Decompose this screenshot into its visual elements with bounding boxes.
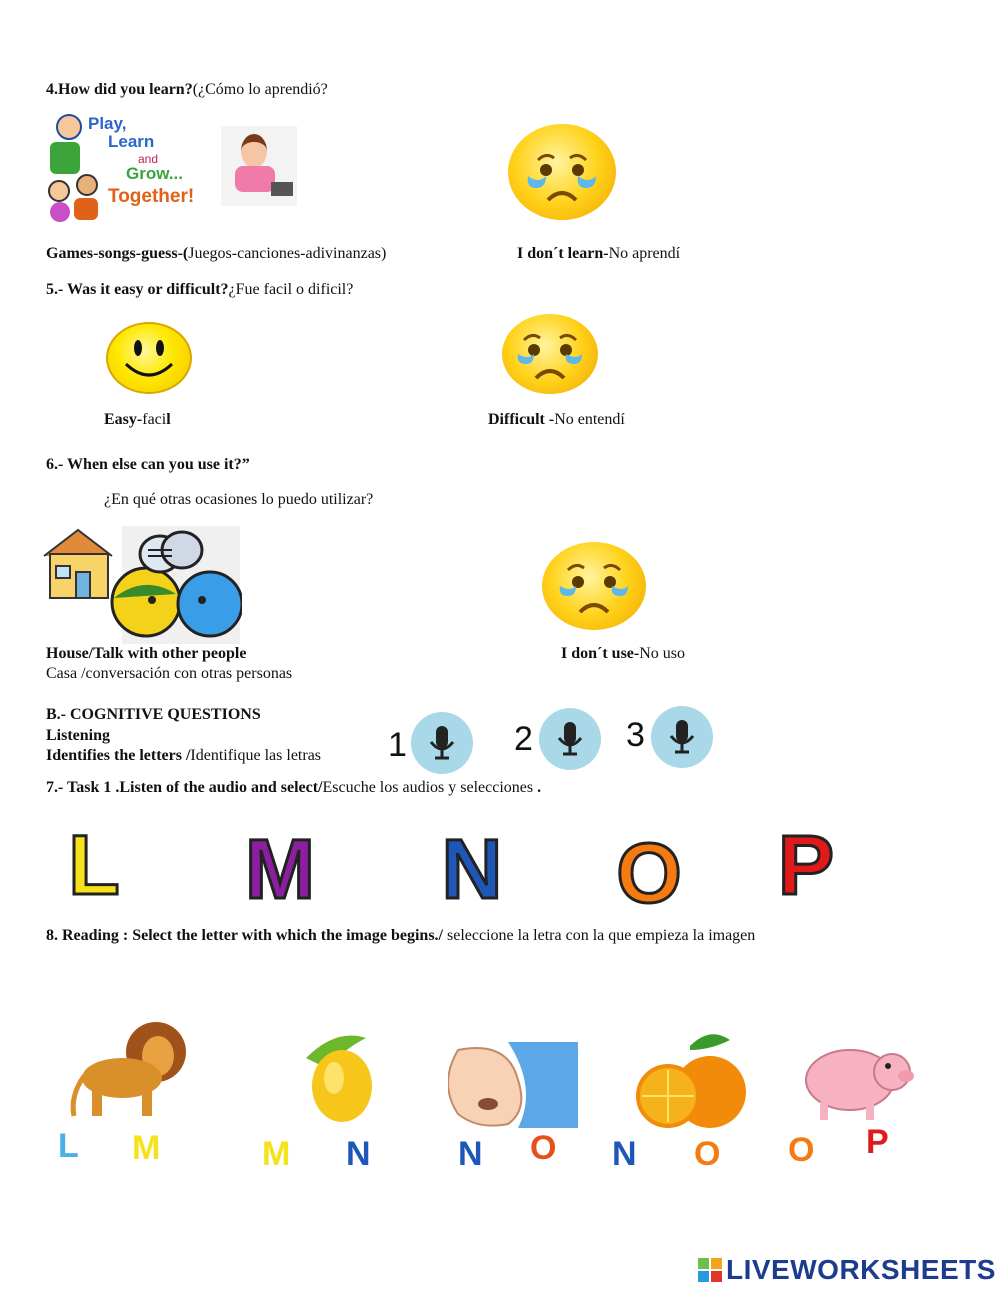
question-5: 5.- Was it easy or difficult?¿Fue facil o dificil?	[46, 281, 354, 298]
orange-image	[630, 1034, 754, 1130]
question-6-subtitle: ¿En qué otras ocasiones lo puedo utilizar?	[104, 491, 374, 508]
audio-number-3: 3	[626, 716, 645, 754]
letter-option-o[interactable]: O	[616, 826, 682, 920]
letter-option-m[interactable]: M	[245, 822, 315, 916]
play-learn-grow-image	[46, 112, 221, 227]
question-7: 7.- Task 1 .Listen of the audio and select/Escuche los audios y selecciones .	[46, 779, 542, 796]
crying-face-icon	[508, 124, 616, 220]
microphone-icon	[539, 708, 601, 770]
liveworksheets-logo-icon	[698, 1258, 722, 1282]
q5-option-difficult: Difficult -No entendí	[488, 411, 625, 428]
q6-option-house-talk-subtitle: Casa /conversación con otras personas	[46, 665, 293, 682]
audio-button-2[interactable]	[539, 708, 601, 770]
letter-option-l[interactable]: L	[68, 818, 120, 912]
reading-pig-option-o[interactable]: O	[788, 1131, 815, 1169]
reading-nose-option-o[interactable]: O	[530, 1129, 557, 1167]
question-8: 8. Reading : Select the letter with which the image begins./ seleccione la letra con la que empieza la imagen	[46, 927, 756, 944]
child-figure-icon	[50, 114, 84, 174]
q6-option-house-talk: House/Talk with other people	[46, 645, 247, 662]
crying-face-icon	[542, 542, 646, 630]
mango-image	[286, 1028, 386, 1124]
identifies-letters-label: Identifies the letters /Identifique las letras	[46, 747, 322, 764]
microphone-icon	[651, 706, 713, 768]
letter-option-n[interactable]: N	[441, 822, 503, 916]
lion-image	[66, 1016, 196, 1122]
reading-nose-option-n[interactable]: N	[458, 1135, 483, 1173]
letter-option-p[interactable]: P	[777, 818, 835, 912]
reading-orange-option-n[interactable]: N	[612, 1135, 637, 1173]
sad-face-icon	[502, 314, 598, 394]
reading-mango-option-n[interactable]: N	[346, 1135, 371, 1173]
q4-option-games: Games-songs-guess-(Juegos-canciones-adivinanzas)	[46, 245, 387, 262]
reading-lion-option-m[interactable]: M	[132, 1129, 161, 1167]
audio-number-1: 1	[388, 726, 407, 764]
audio-button-1[interactable]	[411, 712, 473, 774]
smiley-face-icon	[106, 322, 192, 394]
reading-pig-option-p[interactable]: P	[866, 1123, 889, 1161]
q5-option-easy: Easy-facil	[104, 411, 171, 428]
liveworksheets-brand: LIVEWORKSHEETS	[726, 1254, 996, 1285]
play-text: Play,	[88, 114, 127, 133]
listening-label: Listening	[46, 727, 111, 744]
section-b-title: B.- COGNITIVE QUESTIONS	[46, 706, 261, 723]
learn-text: Learn	[108, 132, 155, 151]
girl-student-image	[221, 126, 297, 206]
q4-option-dont-learn: I don´t learn-No aprendí	[517, 245, 681, 262]
pig-image	[796, 1036, 920, 1124]
microphone-icon	[411, 712, 473, 774]
and-text: and	[138, 152, 159, 166]
question-4: 4.How did you learn?(¿Cómo lo aprendió?	[46, 81, 328, 98]
reading-orange-option-o[interactable]: O	[694, 1135, 721, 1173]
reading-lion-option-l[interactable]: L	[58, 1127, 79, 1165]
house-talk-image	[42, 524, 242, 644]
grow-text: Grow...	[126, 164, 183, 183]
together-text: Together!	[108, 186, 195, 207]
question-6: 6.- When else can you use it?”	[46, 456, 250, 473]
reading-mango-option-m[interactable]: M	[262, 1135, 291, 1173]
q6-option-dont-use: I don´t use-No uso	[561, 645, 686, 662]
audio-number-2: 2	[514, 720, 533, 758]
audio-button-3[interactable]	[651, 706, 713, 768]
children-group-icon	[46, 174, 106, 224]
nose-image	[448, 1040, 578, 1128]
